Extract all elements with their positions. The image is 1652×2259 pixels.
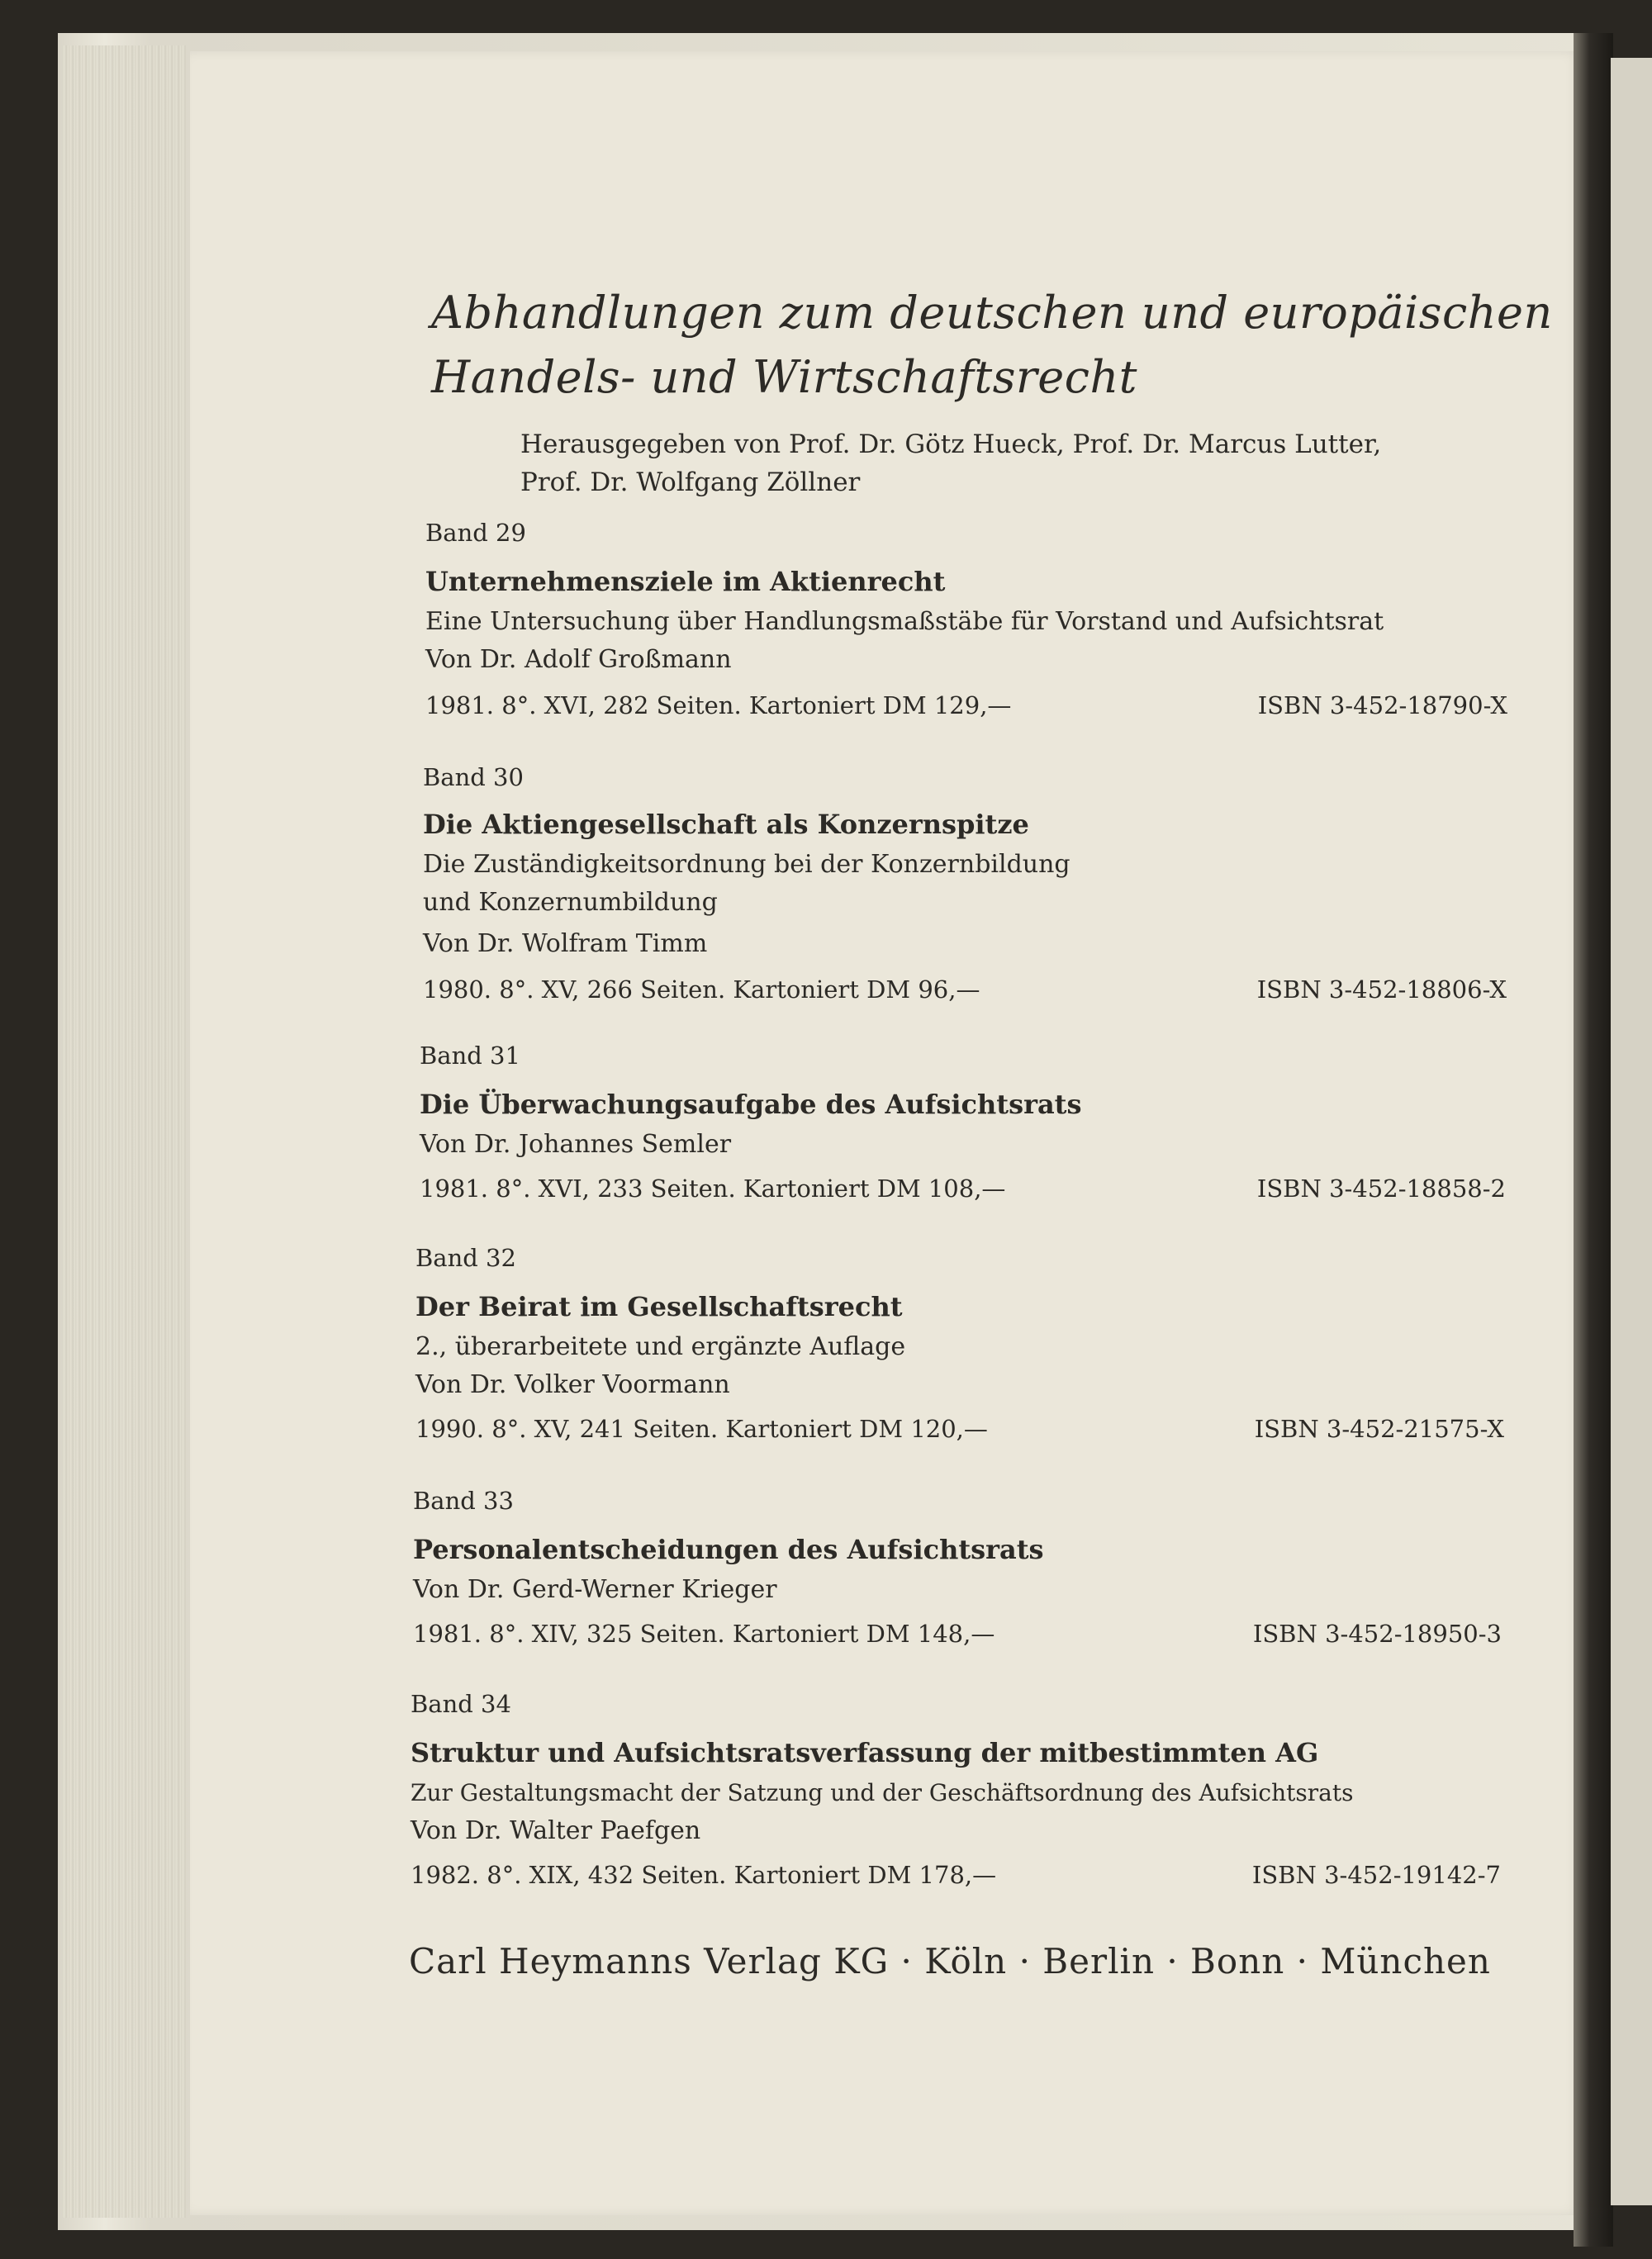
book-subtitle: Eine Untersuchung über Handlungsmaßstäbe für Vorstand und Aufsichtsrat [425, 607, 1384, 636]
book-publication-info [425, 684, 1507, 727]
book-isbn: ISBN 3-452-18950-3 [1252, 1620, 1502, 1648]
book-publication-info [415, 1407, 1504, 1450]
book-entry [413, 1482, 1502, 1655]
band-number: Band 34 [411, 1690, 511, 1718]
band-number: Band 33 [413, 1487, 514, 1515]
book-publication-info [413, 1612, 1502, 1655]
band-number: Band 29 [425, 519, 526, 547]
book-author: Von Dr. Gerd-Werner Krieger [413, 1575, 777, 1604]
book-details: 1982. 8°. XIX, 432 Seiten. Kartoniert DM 178,— [411, 1861, 997, 1889]
publisher-imprint: Carl Heymanns Verlag KG · Köln · Berlin · Bonn · München [409, 1941, 1491, 1981]
book-author: Von Dr. Wolfram Timm [423, 929, 708, 958]
book-author: Von Dr. Adolf Großmann [425, 645, 732, 674]
editors [520, 425, 1512, 501]
book-details: 1981. 8°. XVI, 233 Seiten. Kartoniert DM 108,— [420, 1175, 1006, 1203]
band-number: Band 31 [420, 1042, 520, 1070]
book-isbn: ISBN 3-452-18806-X [1256, 975, 1507, 1004]
book-isbn: ISBN 3-452-19142-7 [1251, 1861, 1501, 1889]
book-title: Die Aktiengesellschaft als Konzernspitze [423, 809, 1029, 840]
book-title: Personalentscheidungen des Aufsichtsrats [413, 1534, 1044, 1565]
book-title: Die Überwachungsaufgabe des Aufsichtsrats [420, 1089, 1082, 1120]
book-title: Der Beirat im Gesellschaftsrecht [415, 1291, 903, 1322]
series-title-line-2: Handels- und Wirtschaftsrecht [431, 351, 1137, 403]
book-entry [415, 1239, 1504, 1450]
book-subtitle: Zur Gestaltungsmacht der Satzung und der Geschäftsordnung des Aufsichtsrats [411, 1779, 1354, 1806]
book-author: Von Dr. Walter Paefgen [411, 1816, 701, 1845]
book-subtitle: Die Zuständigkeitsordnung bei der Konzernbildung [423, 850, 1070, 879]
book-entry [423, 758, 1507, 1011]
book-details: 1980. 8°. XV, 266 Seiten. Kartoniert DM 96,— [423, 975, 980, 1004]
book-isbn: ISBN 3-452-18858-2 [1256, 1175, 1506, 1203]
book-author: Von Dr. Volker Voormann [415, 1370, 730, 1399]
book-title: Unternehmensziele im Aktienrecht [425, 566, 946, 597]
book-details: 1981. 8°. XVI, 282 Seiten. Kartoniert DM 129,— [425, 691, 1012, 719]
book-details: 1990. 8°. XV, 241 Seiten. Kartoniert DM 120,— [415, 1415, 988, 1443]
book-isbn: ISBN 3-452-18790-X [1257, 691, 1507, 719]
book-entry [420, 1037, 1506, 1210]
book-subtitle: 2., überarbeitete und ergänzte Auflage [415, 1332, 906, 1361]
book-title: Struktur und Aufsichtsratsverfassung der mitbestimmten AG [411, 1737, 1319, 1768]
band-number: Band 32 [415, 1244, 516, 1272]
book-subtitle-line-2: und Konzernumbildung [423, 888, 718, 917]
series-title-line-1: Abhandlungen zum deutschen und europäischen [431, 287, 1553, 339]
book-author: Von Dr. Johannes Semler [420, 1130, 732, 1159]
facing-page-edge [1611, 58, 1652, 2205]
series-title [431, 281, 1571, 410]
book-publication-info [411, 1853, 1501, 1896]
book-publication-info [423, 968, 1507, 1011]
editors-line-1: Herausgegeben von Prof. Dr. Götz Hueck, Prof. Dr. Marcus Lutter, [520, 429, 1382, 459]
band-number: Band 30 [423, 763, 524, 791]
book-publication-info [420, 1167, 1506, 1210]
book-entry [411, 1685, 1501, 1896]
book-details: 1981. 8°. XIV, 325 Seiten. Kartoniert DM 148,— [413, 1620, 995, 1648]
book-gutter [1574, 33, 1613, 2247]
editors-line-2: Prof. Dr. Wolfgang Zöllner [520, 467, 861, 497]
book-entry [425, 514, 1507, 727]
page-stack [62, 45, 186, 2218]
book-isbn: ISBN 3-452-21575-X [1254, 1415, 1504, 1443]
